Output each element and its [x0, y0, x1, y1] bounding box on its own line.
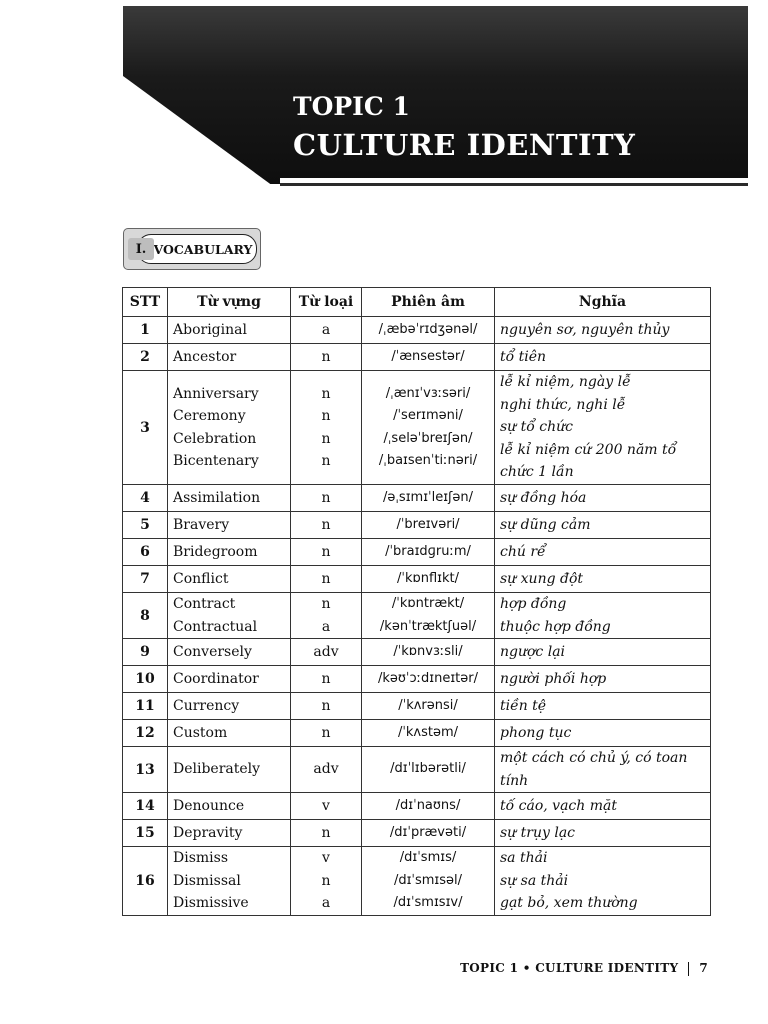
table-row [123, 639, 711, 666]
cell-pos-line: n [321, 543, 331, 560]
cell-pos-line: n [321, 596, 331, 612]
cell-word-line: Custom [173, 724, 228, 741]
cell-meaning [495, 512, 711, 539]
cell-pos-line: n [321, 670, 331, 687]
cell-word-line: Currency [173, 697, 240, 714]
cell-ipa-line: /ˈænsestər/ [391, 348, 465, 364]
cell-meaning [495, 344, 711, 371]
cell-meaning-line: sự xung đột [500, 570, 584, 587]
cell-meaning-line: gạt bỏ, xem thường [500, 895, 638, 911]
cell-word-line: Conflict [173, 570, 229, 587]
cell-meaning-line: phong tục [500, 724, 572, 741]
cell-pos-line: n [321, 430, 331, 447]
cell-ipa [362, 793, 495, 820]
cell-pos-line: n [321, 489, 331, 506]
table-row [123, 720, 711, 747]
page-footer [460, 961, 708, 976]
table-row [123, 847, 711, 916]
cell-word-line: Aboriginal [173, 321, 247, 338]
cell-ipa [362, 666, 495, 693]
cell-word [168, 720, 291, 747]
cell-stt: 3 [123, 371, 168, 485]
cell-pos-line: adv [313, 643, 339, 660]
cell-meaning-line: người phối hợp [500, 670, 607, 687]
cell-word-line: Conversely [173, 643, 252, 660]
cell-word-line: Anniversary [173, 385, 259, 402]
cell-word-line: Deliberately [173, 761, 261, 778]
cell-ipa-line: /ˈkɒntrækt/ [391, 596, 465, 611]
table-row [123, 693, 711, 720]
cell-meaning-line: lễ kỉ niệm cứ 200 năm tổ chức 1 lần [500, 441, 677, 481]
cell-word [168, 639, 291, 666]
cell-ipa [362, 747, 495, 793]
cell-pos [291, 639, 362, 666]
cell-ipa-line: /dɪˈlɪbərətli/ [390, 761, 466, 777]
footer-separator [688, 962, 689, 976]
cell-word [168, 666, 291, 693]
cell-word [168, 317, 291, 344]
cell-stt: 16 [123, 847, 168, 916]
cell-word-line: Bravery [173, 516, 230, 533]
cell-word [168, 820, 291, 847]
cell-pos-line: n [321, 872, 331, 889]
cell-meaning-line: sự đồng hóa [500, 489, 587, 506]
cell-word-line: Bicentenary [173, 453, 259, 469]
cell-word [168, 344, 291, 371]
cell-meaning [495, 693, 711, 720]
cell-ipa-line: /ˌbaɪsenˈtiːnəri/ [378, 453, 478, 468]
table-row [123, 344, 711, 371]
cell-pos [291, 539, 362, 566]
cell-meaning [495, 539, 711, 566]
cell-meaning-line: sa thải [500, 850, 548, 866]
cell-word-line: Ancestor [173, 348, 237, 365]
cell-pos [291, 747, 362, 793]
banner-divider-line [280, 183, 748, 186]
cell-word-line: Dismiss [173, 850, 229, 866]
table-row [123, 317, 711, 344]
cell-pos-line: n [321, 824, 331, 841]
table-row [123, 666, 711, 693]
cell-meaning-line: một cách có chủ ý, có toan tính [500, 750, 688, 789]
cell-meaning-line: chú rể [500, 543, 546, 560]
cell-word [168, 566, 291, 593]
cell-word [168, 512, 291, 539]
cell-ipa [362, 485, 495, 512]
cell-pos [291, 693, 362, 720]
col-header-ipa: Phiên âm [362, 288, 495, 317]
table-header-row [123, 288, 711, 317]
cell-ipa-line: /dɪˈsmɪsɪv/ [393, 895, 463, 910]
topic-label: TOPIC 1 [293, 92, 410, 121]
cell-ipa-line: /kənˈtræktʃuəl/ [379, 618, 477, 634]
col-header-word: Từ vựng [168, 288, 291, 317]
cell-meaning-line: lễ kỉ niệm, ngày lễ [500, 374, 631, 391]
cell-pos [291, 720, 362, 747]
cell-ipa [362, 639, 495, 666]
cell-stt: 4 [123, 485, 168, 512]
cell-meaning-line: thuộc hợp đồng [500, 618, 611, 635]
cell-pos [291, 820, 362, 847]
cell-word [168, 793, 291, 820]
cell-ipa [362, 512, 495, 539]
cell-word [168, 539, 291, 566]
cell-pos-line: v [322, 797, 330, 814]
cell-pos-line: n [321, 570, 331, 587]
cell-ipa [362, 317, 495, 344]
cell-meaning [495, 666, 711, 693]
cell-meaning-line: hợp đồng [500, 596, 567, 612]
cell-meaning [495, 485, 711, 512]
cell-pos [291, 317, 362, 344]
cell-ipa [362, 693, 495, 720]
cell-meaning [495, 747, 711, 793]
cell-word-line: Contract [173, 596, 236, 612]
cell-pos-line: a [321, 321, 331, 338]
running-title: TOPIC 1 • CULTURE IDENTITY [460, 961, 679, 975]
cell-meaning-line: ngược lại [500, 643, 566, 660]
cell-pos-line: n [321, 697, 331, 714]
table-row [123, 820, 711, 847]
cell-meaning [495, 639, 711, 666]
cell-ipa [362, 720, 495, 747]
cell-word-line: Contractual [173, 618, 258, 635]
cell-pos [291, 566, 362, 593]
section-number: I. [128, 238, 154, 260]
table-row [123, 539, 711, 566]
cell-pos [291, 344, 362, 371]
cell-meaning-line: sự trụy lạc [500, 824, 576, 841]
cell-word-line: Bridegroom [173, 543, 258, 560]
cell-word-line: Denounce [173, 797, 245, 814]
table-row [123, 512, 711, 539]
cell-stt: 14 [123, 793, 168, 820]
cell-ipa-line: /ˈkɒnvɜːsli/ [393, 643, 463, 659]
cell-word-line: Ceremony [173, 408, 246, 424]
cell-word [168, 485, 291, 512]
page-number: 7 [699, 961, 708, 975]
cell-pos-line: n [321, 453, 331, 469]
table-row [123, 371, 711, 485]
cell-pos-line: n [321, 385, 331, 402]
cell-ipa [362, 344, 495, 371]
cell-ipa-line: /kəʊˈɔːdɪneɪtər/ [377, 670, 478, 686]
cell-ipa-line: /ˈbreɪvəri/ [396, 516, 460, 532]
cell-meaning-line: tổ tiên [500, 348, 547, 365]
cell-word [168, 747, 291, 793]
cell-word [168, 593, 291, 639]
cell-stt: 6 [123, 539, 168, 566]
cell-ipa-line: /dɪˈprævəti/ [389, 824, 467, 840]
cell-pos-line: n [321, 348, 331, 365]
cell-ipa-line: /dɪˈsmɪsəl/ [393, 872, 463, 888]
section-label [137, 234, 257, 264]
cell-stt: 10 [123, 666, 168, 693]
cell-stt: 7 [123, 566, 168, 593]
cell-ipa [362, 847, 495, 916]
table-row [123, 485, 711, 512]
cell-meaning-line: sự sa thải [500, 872, 569, 889]
section-label-text: VOCABULARY [153, 241, 253, 257]
cell-meaning [495, 820, 711, 847]
cell-pos [291, 485, 362, 512]
page-title: CULTURE IDENTITY [293, 128, 636, 162]
cell-meaning-line: sự tổ chức [500, 419, 574, 436]
cell-meaning [495, 371, 711, 485]
cell-stt: 9 [123, 639, 168, 666]
cell-ipa-line: /dɪˈsmɪs/ [399, 850, 457, 865]
cell-ipa-line: /ˈkɒnflɪkt/ [397, 570, 459, 586]
cell-ipa-line: /ˈkʌstəm/ [397, 724, 459, 740]
cell-ipa [362, 566, 495, 593]
cell-ipa-line: /ˈkʌrənsi/ [398, 697, 458, 713]
cell-meaning-line: sự dũng cảm [500, 516, 591, 533]
cell-stt: 8 [123, 593, 168, 639]
cell-pos [291, 371, 362, 485]
cell-ipa-line: /ˌæbəˈrɪdʒənəl/ [378, 321, 478, 337]
cell-ipa [362, 371, 495, 485]
cell-word [168, 371, 291, 485]
cell-ipa-line: /dɪˈnaʊns/ [395, 797, 461, 813]
cell-meaning-line: tố cáo, vạch mặt [500, 797, 617, 814]
table-row [123, 593, 711, 639]
cell-ipa-line: /əˌsɪmɪˈleɪʃən/ [382, 489, 474, 505]
cell-pos [291, 593, 362, 639]
cell-pos [291, 793, 362, 820]
cell-stt: 11 [123, 693, 168, 720]
cell-stt: 13 [123, 747, 168, 793]
cell-ipa-line: /ˈserɪməni/ [393, 408, 463, 423]
cell-pos-line: n [321, 516, 331, 533]
cell-ipa-line: /ˌseləˈbreɪʃən/ [383, 430, 473, 446]
cell-word-line: Celebration [173, 430, 257, 447]
cell-word [168, 847, 291, 916]
cell-word [168, 693, 291, 720]
cell-meaning [495, 720, 711, 747]
cell-pos [291, 666, 362, 693]
cell-stt: 5 [123, 512, 168, 539]
cell-pos-line: adv [313, 761, 339, 778]
banner-cut-corner [123, 76, 273, 186]
cell-pos-line: v [322, 850, 330, 866]
table-body [123, 317, 711, 916]
cell-word-line: Depravity [173, 824, 243, 841]
cell-pos [291, 847, 362, 916]
cell-word-line: Assimilation [173, 489, 261, 506]
cell-word-line: Dismissive [173, 895, 249, 911]
cell-meaning-line: tiền tệ [500, 697, 547, 714]
col-header-stt: STT [123, 288, 168, 317]
cell-pos [291, 512, 362, 539]
cell-ipa [362, 539, 495, 566]
vocabulary-table [122, 287, 711, 916]
cell-meaning-line: nguyên sơ, nguyên thủy [500, 321, 670, 338]
cell-word-line: Dismissal [173, 872, 241, 889]
cell-pos-line: n [321, 724, 331, 741]
cell-pos-line: a [321, 895, 331, 911]
cell-meaning [495, 847, 711, 916]
cell-stt: 1 [123, 317, 168, 344]
cell-pos-line: n [321, 408, 331, 424]
cell-meaning [495, 317, 711, 344]
cell-meaning [495, 793, 711, 820]
cell-ipa [362, 593, 495, 639]
cell-stt: 15 [123, 820, 168, 847]
col-header-pos: Từ loại [291, 288, 362, 317]
cell-ipa [362, 820, 495, 847]
cell-ipa-line: /ˌænɪˈvɜːsəri/ [385, 385, 471, 401]
table-row [123, 747, 711, 793]
cell-stt: 12 [123, 720, 168, 747]
table-row [123, 793, 711, 820]
table-row [123, 566, 711, 593]
cell-word-line: Coordinator [173, 670, 259, 687]
col-header-meaning: Nghĩa [495, 288, 711, 317]
cell-meaning-line: nghi thức, nghi lễ [500, 396, 626, 413]
cell-meaning [495, 593, 711, 639]
cell-meaning [495, 566, 711, 593]
cell-pos-line: a [321, 618, 331, 635]
cell-stt: 2 [123, 344, 168, 371]
cell-ipa-line: /ˈbraɪdɡruːm/ [385, 543, 471, 559]
